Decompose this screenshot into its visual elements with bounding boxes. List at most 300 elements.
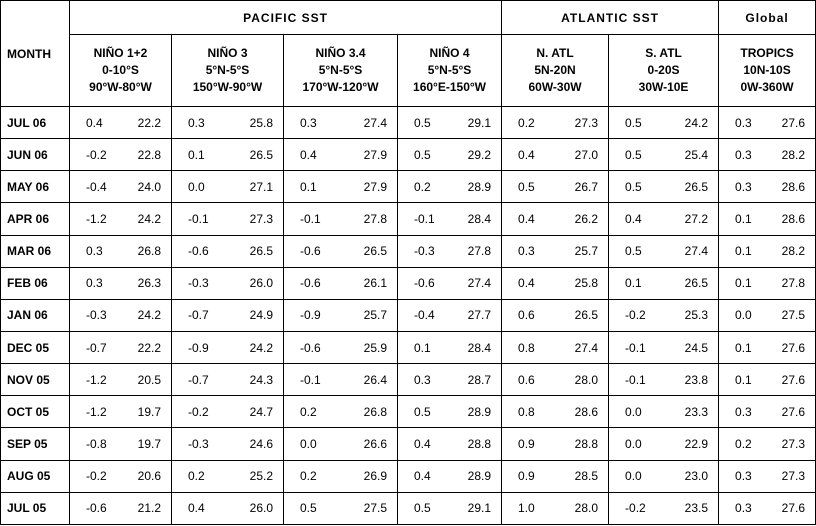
anomaly-value: -0.2 bbox=[86, 147, 107, 162]
value-cell bbox=[70, 396, 172, 428]
sst-value: 24.2 bbox=[249, 340, 273, 355]
sst-value: 27.5 bbox=[363, 501, 387, 516]
anomaly-value: -0.1 bbox=[625, 340, 646, 355]
value-cell bbox=[719, 396, 816, 428]
anomaly-value: -0.9 bbox=[300, 308, 321, 323]
value-cell bbox=[172, 364, 284, 396]
sst-value: 24.2 bbox=[137, 308, 161, 323]
anomaly-value: -0.6 bbox=[300, 276, 321, 291]
anomaly-value: -0.6 bbox=[300, 340, 321, 355]
sst-value: 26.2 bbox=[574, 211, 599, 226]
sst-value: 27.4 bbox=[684, 244, 709, 259]
sst-value: 28.9 bbox=[467, 404, 492, 419]
value-cell bbox=[502, 203, 609, 235]
sst-value: 25.3 bbox=[684, 308, 709, 323]
anomaly-value: 0.3 bbox=[86, 244, 103, 259]
sst-value: 21.2 bbox=[137, 501, 161, 516]
month-cell: JUL 05 bbox=[1, 492, 70, 524]
region-name: NIÑO 3 bbox=[207, 46, 248, 60]
sst-value: 23.8 bbox=[684, 372, 709, 387]
sst-value: 27.3 bbox=[574, 115, 599, 130]
region-lon: 0W-360W bbox=[740, 80, 794, 94]
anomaly-value: -0.7 bbox=[188, 372, 209, 387]
value-cell bbox=[172, 331, 284, 363]
region-name: NIÑO 3.4 bbox=[315, 46, 366, 60]
region-header bbox=[719, 35, 816, 107]
value-cell bbox=[172, 299, 284, 331]
sst-value: 24.6 bbox=[249, 436, 273, 451]
anomaly-value: 0.3 bbox=[300, 115, 317, 130]
sst-value: 29.2 bbox=[467, 147, 492, 162]
value-cell bbox=[398, 107, 502, 139]
value-cell bbox=[719, 331, 816, 363]
value-cell bbox=[284, 364, 398, 396]
value-cell bbox=[70, 460, 172, 492]
sst-value: 28.4 bbox=[467, 340, 492, 355]
month-cell: MAY 06 bbox=[1, 171, 70, 203]
sst-value: 26.9 bbox=[363, 469, 387, 484]
value-cell bbox=[70, 428, 172, 460]
table-row bbox=[1, 139, 816, 171]
value-cell bbox=[502, 331, 609, 363]
value-cell bbox=[719, 267, 816, 299]
sst-value: 27.8 bbox=[781, 276, 806, 291]
value-cell bbox=[609, 235, 719, 267]
anomaly-value: 0.2 bbox=[300, 469, 317, 484]
value-cell bbox=[719, 171, 816, 203]
sst-value: 26.0 bbox=[249, 501, 273, 516]
sst-value: 22.9 bbox=[684, 436, 709, 451]
sst-value: 27.9 bbox=[363, 147, 387, 162]
value-cell bbox=[284, 331, 398, 363]
region-lat: 5°N-5°S bbox=[318, 63, 363, 77]
value-cell bbox=[398, 492, 502, 524]
sst-value: 27.0 bbox=[574, 147, 599, 162]
anomaly-value: -0.2 bbox=[625, 501, 646, 516]
region-lon: 30W-10E bbox=[638, 80, 689, 94]
group-header-atlantic: ATLANTIC SST bbox=[502, 1, 719, 35]
value-cell bbox=[502, 428, 609, 460]
anomaly-value: -0.8 bbox=[86, 436, 107, 451]
anomaly-value: -0.3 bbox=[188, 436, 209, 451]
sst-value: 28.5 bbox=[574, 469, 599, 484]
value-cell bbox=[70, 267, 172, 299]
anomaly-value: 0.3 bbox=[735, 469, 752, 484]
sst-value: 28.0 bbox=[574, 501, 599, 516]
group-header-global: Global bbox=[719, 1, 816, 35]
region-name: NIÑO 4 bbox=[429, 46, 470, 60]
value-cell bbox=[284, 139, 398, 171]
anomaly-value: 0.4 bbox=[414, 436, 431, 451]
sst-value: 28.7 bbox=[467, 372, 492, 387]
anomaly-value: 0.1 bbox=[735, 372, 752, 387]
anomaly-value: 0.2 bbox=[735, 436, 752, 451]
table-row bbox=[1, 331, 816, 363]
value-cell bbox=[609, 331, 719, 363]
anomaly-value: -0.6 bbox=[300, 244, 321, 259]
anomaly-value: -0.1 bbox=[188, 211, 209, 226]
month-cell: JAN 06 bbox=[1, 299, 70, 331]
sst-value: 27.7 bbox=[467, 308, 492, 323]
value-cell bbox=[398, 267, 502, 299]
sst-value: 26.5 bbox=[684, 179, 709, 194]
anomaly-value: -0.2 bbox=[625, 308, 646, 323]
region-header-row bbox=[1, 35, 816, 107]
month-cell: SEP 05 bbox=[1, 428, 70, 460]
anomaly-value: 0.4 bbox=[300, 147, 317, 162]
sst-value: 24.3 bbox=[249, 372, 273, 387]
sst-value: 28.2 bbox=[781, 147, 806, 162]
table-row bbox=[1, 107, 816, 139]
sst-value: 25.7 bbox=[363, 308, 387, 323]
sst-value: 22.8 bbox=[137, 147, 161, 162]
value-cell bbox=[609, 364, 719, 396]
month-cell: APR 06 bbox=[1, 203, 70, 235]
anomaly-value: 0.1 bbox=[735, 340, 752, 355]
anomaly-value: 0.2 bbox=[414, 179, 431, 194]
anomaly-value: 0.5 bbox=[625, 179, 642, 194]
region-name: NIÑO 1+2 bbox=[93, 46, 148, 60]
sst-value: 20.5 bbox=[137, 372, 161, 387]
anomaly-value: 0.3 bbox=[735, 501, 752, 516]
value-cell bbox=[609, 492, 719, 524]
value-cell bbox=[70, 235, 172, 267]
anomaly-value: 0.1 bbox=[735, 244, 752, 259]
anomaly-value: 0.6 bbox=[518, 308, 535, 323]
sst-value: 28.6 bbox=[781, 179, 806, 194]
value-cell bbox=[502, 171, 609, 203]
value-cell bbox=[284, 235, 398, 267]
sst-value: 27.4 bbox=[574, 340, 599, 355]
value-cell bbox=[719, 139, 816, 171]
sst-value: 25.8 bbox=[249, 115, 273, 130]
month-header: MONTH bbox=[1, 1, 70, 107]
month-cell: FEB 06 bbox=[1, 267, 70, 299]
sst-value: 28.2 bbox=[781, 244, 806, 259]
value-cell bbox=[70, 299, 172, 331]
value-cell bbox=[398, 171, 502, 203]
sst-value: 19.7 bbox=[137, 436, 161, 451]
sst-value: 24.7 bbox=[249, 404, 273, 419]
month-cell: OCT 05 bbox=[1, 396, 70, 428]
value-cell bbox=[719, 299, 816, 331]
anomaly-value: 0.0 bbox=[300, 436, 317, 451]
anomaly-value: 0.5 bbox=[414, 147, 431, 162]
anomaly-value: -0.7 bbox=[188, 308, 209, 323]
sst-value: 25.7 bbox=[574, 244, 599, 259]
anomaly-value: 0.8 bbox=[518, 404, 535, 419]
anomaly-value: 0.4 bbox=[414, 469, 431, 484]
value-cell bbox=[172, 107, 284, 139]
sst-value: 27.6 bbox=[781, 115, 806, 130]
value-cell bbox=[719, 428, 816, 460]
sst-value: 22.2 bbox=[137, 340, 161, 355]
sst-value: 26.5 bbox=[684, 276, 709, 291]
sst-value: 27.5 bbox=[781, 308, 806, 323]
sst-value: 29.1 bbox=[467, 501, 492, 516]
month-cell: JUN 06 bbox=[1, 139, 70, 171]
value-cell bbox=[172, 139, 284, 171]
value-cell bbox=[284, 203, 398, 235]
sst-value: 24.0 bbox=[137, 179, 161, 194]
group-header-row bbox=[1, 1, 816, 35]
anomaly-value: -0.4 bbox=[86, 179, 107, 194]
sst-value: 19.7 bbox=[137, 404, 161, 419]
value-cell bbox=[502, 107, 609, 139]
sst-value: 26.7 bbox=[574, 179, 599, 194]
value-cell bbox=[284, 492, 398, 524]
anomaly-value: 0.4 bbox=[518, 276, 535, 291]
region-lon: 60W-30W bbox=[528, 80, 582, 94]
value-cell bbox=[70, 492, 172, 524]
sst-value: 27.6 bbox=[781, 340, 806, 355]
value-cell bbox=[284, 460, 398, 492]
anomaly-value: 0.1 bbox=[414, 340, 431, 355]
value-cell bbox=[502, 235, 609, 267]
region-lat: 0-20S bbox=[647, 63, 680, 77]
anomaly-value: 0.3 bbox=[86, 276, 103, 291]
anomaly-value: -0.1 bbox=[414, 211, 435, 226]
value-cell bbox=[502, 396, 609, 428]
sst-value: 28.8 bbox=[467, 436, 492, 451]
table-row bbox=[1, 171, 816, 203]
month-cell: NOV 05 bbox=[1, 364, 70, 396]
value-cell bbox=[70, 331, 172, 363]
value-cell bbox=[398, 203, 502, 235]
value-cell bbox=[70, 171, 172, 203]
region-header bbox=[284, 35, 398, 107]
value-cell bbox=[609, 428, 719, 460]
value-cell bbox=[502, 267, 609, 299]
anomaly-value: -0.6 bbox=[86, 501, 107, 516]
table-row bbox=[1, 267, 816, 299]
sst-value: 23.3 bbox=[684, 404, 709, 419]
anomaly-value: -0.1 bbox=[625, 372, 646, 387]
sst-value: 28.9 bbox=[467, 469, 492, 484]
anomaly-value: 0.9 bbox=[518, 469, 535, 484]
anomaly-value: 0.3 bbox=[735, 404, 752, 419]
sst-value: 26.5 bbox=[249, 147, 273, 162]
anomaly-value: 0.1 bbox=[625, 276, 642, 291]
anomaly-value: 1.0 bbox=[518, 501, 535, 516]
region-lon: 150°W-90°W bbox=[192, 80, 263, 94]
value-cell bbox=[609, 299, 719, 331]
sst-value: 27.4 bbox=[467, 276, 492, 291]
anomaly-value: 0.4 bbox=[518, 147, 535, 162]
sst-value: 27.6 bbox=[781, 501, 806, 516]
sst-value: 25.9 bbox=[363, 340, 387, 355]
anomaly-value: 0.3 bbox=[735, 179, 752, 194]
sst-value: 26.3 bbox=[137, 276, 161, 291]
anomaly-value: -0.6 bbox=[188, 244, 209, 259]
value-cell bbox=[398, 364, 502, 396]
value-cell bbox=[719, 364, 816, 396]
group-header-pacific: PACIFIC SST bbox=[70, 1, 502, 35]
value-cell bbox=[609, 139, 719, 171]
sst-value: 25.2 bbox=[249, 469, 273, 484]
sst-value: 24.2 bbox=[684, 115, 709, 130]
anomaly-value: 0.1 bbox=[188, 147, 205, 162]
value-cell bbox=[70, 107, 172, 139]
region-header bbox=[502, 35, 609, 107]
anomaly-value: 0.2 bbox=[518, 115, 535, 130]
value-cell bbox=[172, 460, 284, 492]
anomaly-value: -1.2 bbox=[86, 404, 107, 419]
anomaly-value: -0.1 bbox=[300, 372, 321, 387]
anomaly-value: 0.1 bbox=[735, 211, 752, 226]
sst-value: 28.9 bbox=[467, 179, 492, 194]
value-cell bbox=[502, 492, 609, 524]
sst-value: 23.5 bbox=[684, 501, 709, 516]
sst-value: 26.8 bbox=[363, 404, 387, 419]
region-header bbox=[70, 35, 172, 107]
anomaly-value: 0.5 bbox=[414, 115, 431, 130]
value-cell bbox=[719, 492, 816, 524]
sst-value: 27.4 bbox=[363, 115, 387, 130]
sst-value: 22.2 bbox=[137, 115, 161, 130]
anomaly-value: 0.9 bbox=[518, 436, 535, 451]
region-lat: 5°N-5°S bbox=[427, 63, 472, 77]
month-cell: JUL 06 bbox=[1, 107, 70, 139]
sst-value: 27.3 bbox=[781, 469, 806, 484]
value-cell bbox=[172, 492, 284, 524]
anomaly-value: 0.3 bbox=[735, 115, 752, 130]
table-row bbox=[1, 203, 816, 235]
region-lat: 5N-20N bbox=[534, 63, 576, 77]
anomaly-value: 0.5 bbox=[625, 115, 642, 130]
table-row bbox=[1, 235, 816, 267]
value-cell bbox=[398, 396, 502, 428]
table-row bbox=[1, 428, 816, 460]
sst-value: 24.5 bbox=[684, 340, 709, 355]
anomaly-value: 0.5 bbox=[625, 147, 642, 162]
month-cell: AUG 05 bbox=[1, 460, 70, 492]
anomaly-value: 0.4 bbox=[188, 501, 205, 516]
value-cell bbox=[398, 299, 502, 331]
sst-value: 26.1 bbox=[363, 276, 387, 291]
month-cell: MAR 06 bbox=[1, 235, 70, 267]
value-cell bbox=[70, 139, 172, 171]
sst-value: 26.5 bbox=[574, 308, 599, 323]
value-cell bbox=[284, 267, 398, 299]
sst-value: 27.6 bbox=[781, 372, 806, 387]
region-lat: 5°N-5°S bbox=[205, 63, 250, 77]
sst-value: 26.5 bbox=[249, 244, 273, 259]
table-body bbox=[1, 107, 816, 525]
value-cell bbox=[609, 460, 719, 492]
anomaly-value: 0.2 bbox=[188, 469, 205, 484]
value-cell bbox=[172, 235, 284, 267]
region-name: TROPICS bbox=[740, 46, 794, 60]
region-lat: 0-10°S bbox=[102, 63, 139, 77]
table-row bbox=[1, 460, 816, 492]
anomaly-value: -0.6 bbox=[414, 276, 435, 291]
anomaly-value: -0.3 bbox=[86, 308, 107, 323]
sst-value: 28.6 bbox=[781, 211, 806, 226]
sst-value: 25.8 bbox=[574, 276, 599, 291]
anomaly-value: -1.2 bbox=[86, 211, 107, 226]
anomaly-value: -0.3 bbox=[414, 244, 435, 259]
table-row bbox=[1, 299, 816, 331]
value-cell bbox=[609, 171, 719, 203]
sst-value: 28.0 bbox=[574, 372, 599, 387]
sst-value: 29.1 bbox=[467, 115, 492, 130]
value-cell bbox=[172, 267, 284, 299]
month-cell: DEC 05 bbox=[1, 331, 70, 363]
anomaly-value: 0.2 bbox=[300, 404, 317, 419]
anomaly-value: 0.0 bbox=[625, 404, 642, 419]
value-cell bbox=[502, 139, 609, 171]
sst-value: 24.2 bbox=[137, 211, 161, 226]
region-name: S. ATL bbox=[645, 46, 682, 60]
anomaly-value: -0.7 bbox=[86, 340, 107, 355]
value-cell bbox=[172, 428, 284, 460]
value-cell bbox=[172, 203, 284, 235]
anomaly-value: 0.5 bbox=[414, 404, 431, 419]
anomaly-value: -1.2 bbox=[86, 372, 107, 387]
value-cell bbox=[719, 235, 816, 267]
sst-value: 27.3 bbox=[249, 211, 273, 226]
sst-value: 27.3 bbox=[781, 436, 806, 451]
sst-value: 28.8 bbox=[574, 436, 599, 451]
value-cell bbox=[172, 396, 284, 428]
sst-value: 23.0 bbox=[684, 469, 709, 484]
anomaly-value: 0.5 bbox=[625, 244, 642, 259]
sst-value: 27.8 bbox=[363, 211, 387, 226]
anomaly-value: 0.4 bbox=[625, 211, 642, 226]
value-cell bbox=[284, 396, 398, 428]
value-cell bbox=[398, 139, 502, 171]
sst-value: 27.1 bbox=[249, 179, 273, 194]
value-cell bbox=[609, 203, 719, 235]
value-cell bbox=[70, 364, 172, 396]
anomaly-value: 0.6 bbox=[518, 372, 535, 387]
region-lat: 10N-10S bbox=[743, 63, 791, 77]
sst-value: 28.6 bbox=[574, 404, 599, 419]
anomaly-value: 0.0 bbox=[625, 469, 642, 484]
sst-value: 26.4 bbox=[363, 372, 387, 387]
value-cell bbox=[502, 460, 609, 492]
anomaly-value: 0.3 bbox=[735, 147, 752, 162]
region-header bbox=[398, 35, 502, 107]
anomaly-value: 0.4 bbox=[518, 211, 535, 226]
value-cell bbox=[719, 460, 816, 492]
anomaly-value: 0.1 bbox=[300, 179, 317, 194]
sst-value: 26.8 bbox=[137, 244, 161, 259]
sst-value: 26.6 bbox=[363, 436, 387, 451]
anomaly-value: 0.1 bbox=[735, 276, 752, 291]
value-cell bbox=[719, 107, 816, 139]
anomaly-value: 0.3 bbox=[414, 372, 431, 387]
sst-value: 26.0 bbox=[249, 276, 273, 291]
anomaly-value: -0.3 bbox=[188, 276, 209, 291]
sst-value: 25.4 bbox=[684, 147, 709, 162]
anomaly-value: 0.8 bbox=[518, 340, 535, 355]
region-header bbox=[609, 35, 719, 107]
table-row bbox=[1, 364, 816, 396]
value-cell bbox=[719, 203, 816, 235]
value-cell bbox=[609, 107, 719, 139]
sst-value: 20.6 bbox=[137, 469, 161, 484]
anomaly-value: 0.5 bbox=[414, 501, 431, 516]
value-cell bbox=[284, 299, 398, 331]
anomaly-value: 0.4 bbox=[86, 115, 103, 130]
anomaly-value: -0.2 bbox=[188, 404, 209, 419]
value-cell bbox=[284, 107, 398, 139]
region-lon: 160°E-150°W bbox=[413, 80, 486, 94]
region-lon: 90°W-80°W bbox=[89, 80, 152, 94]
table-row bbox=[1, 492, 816, 524]
